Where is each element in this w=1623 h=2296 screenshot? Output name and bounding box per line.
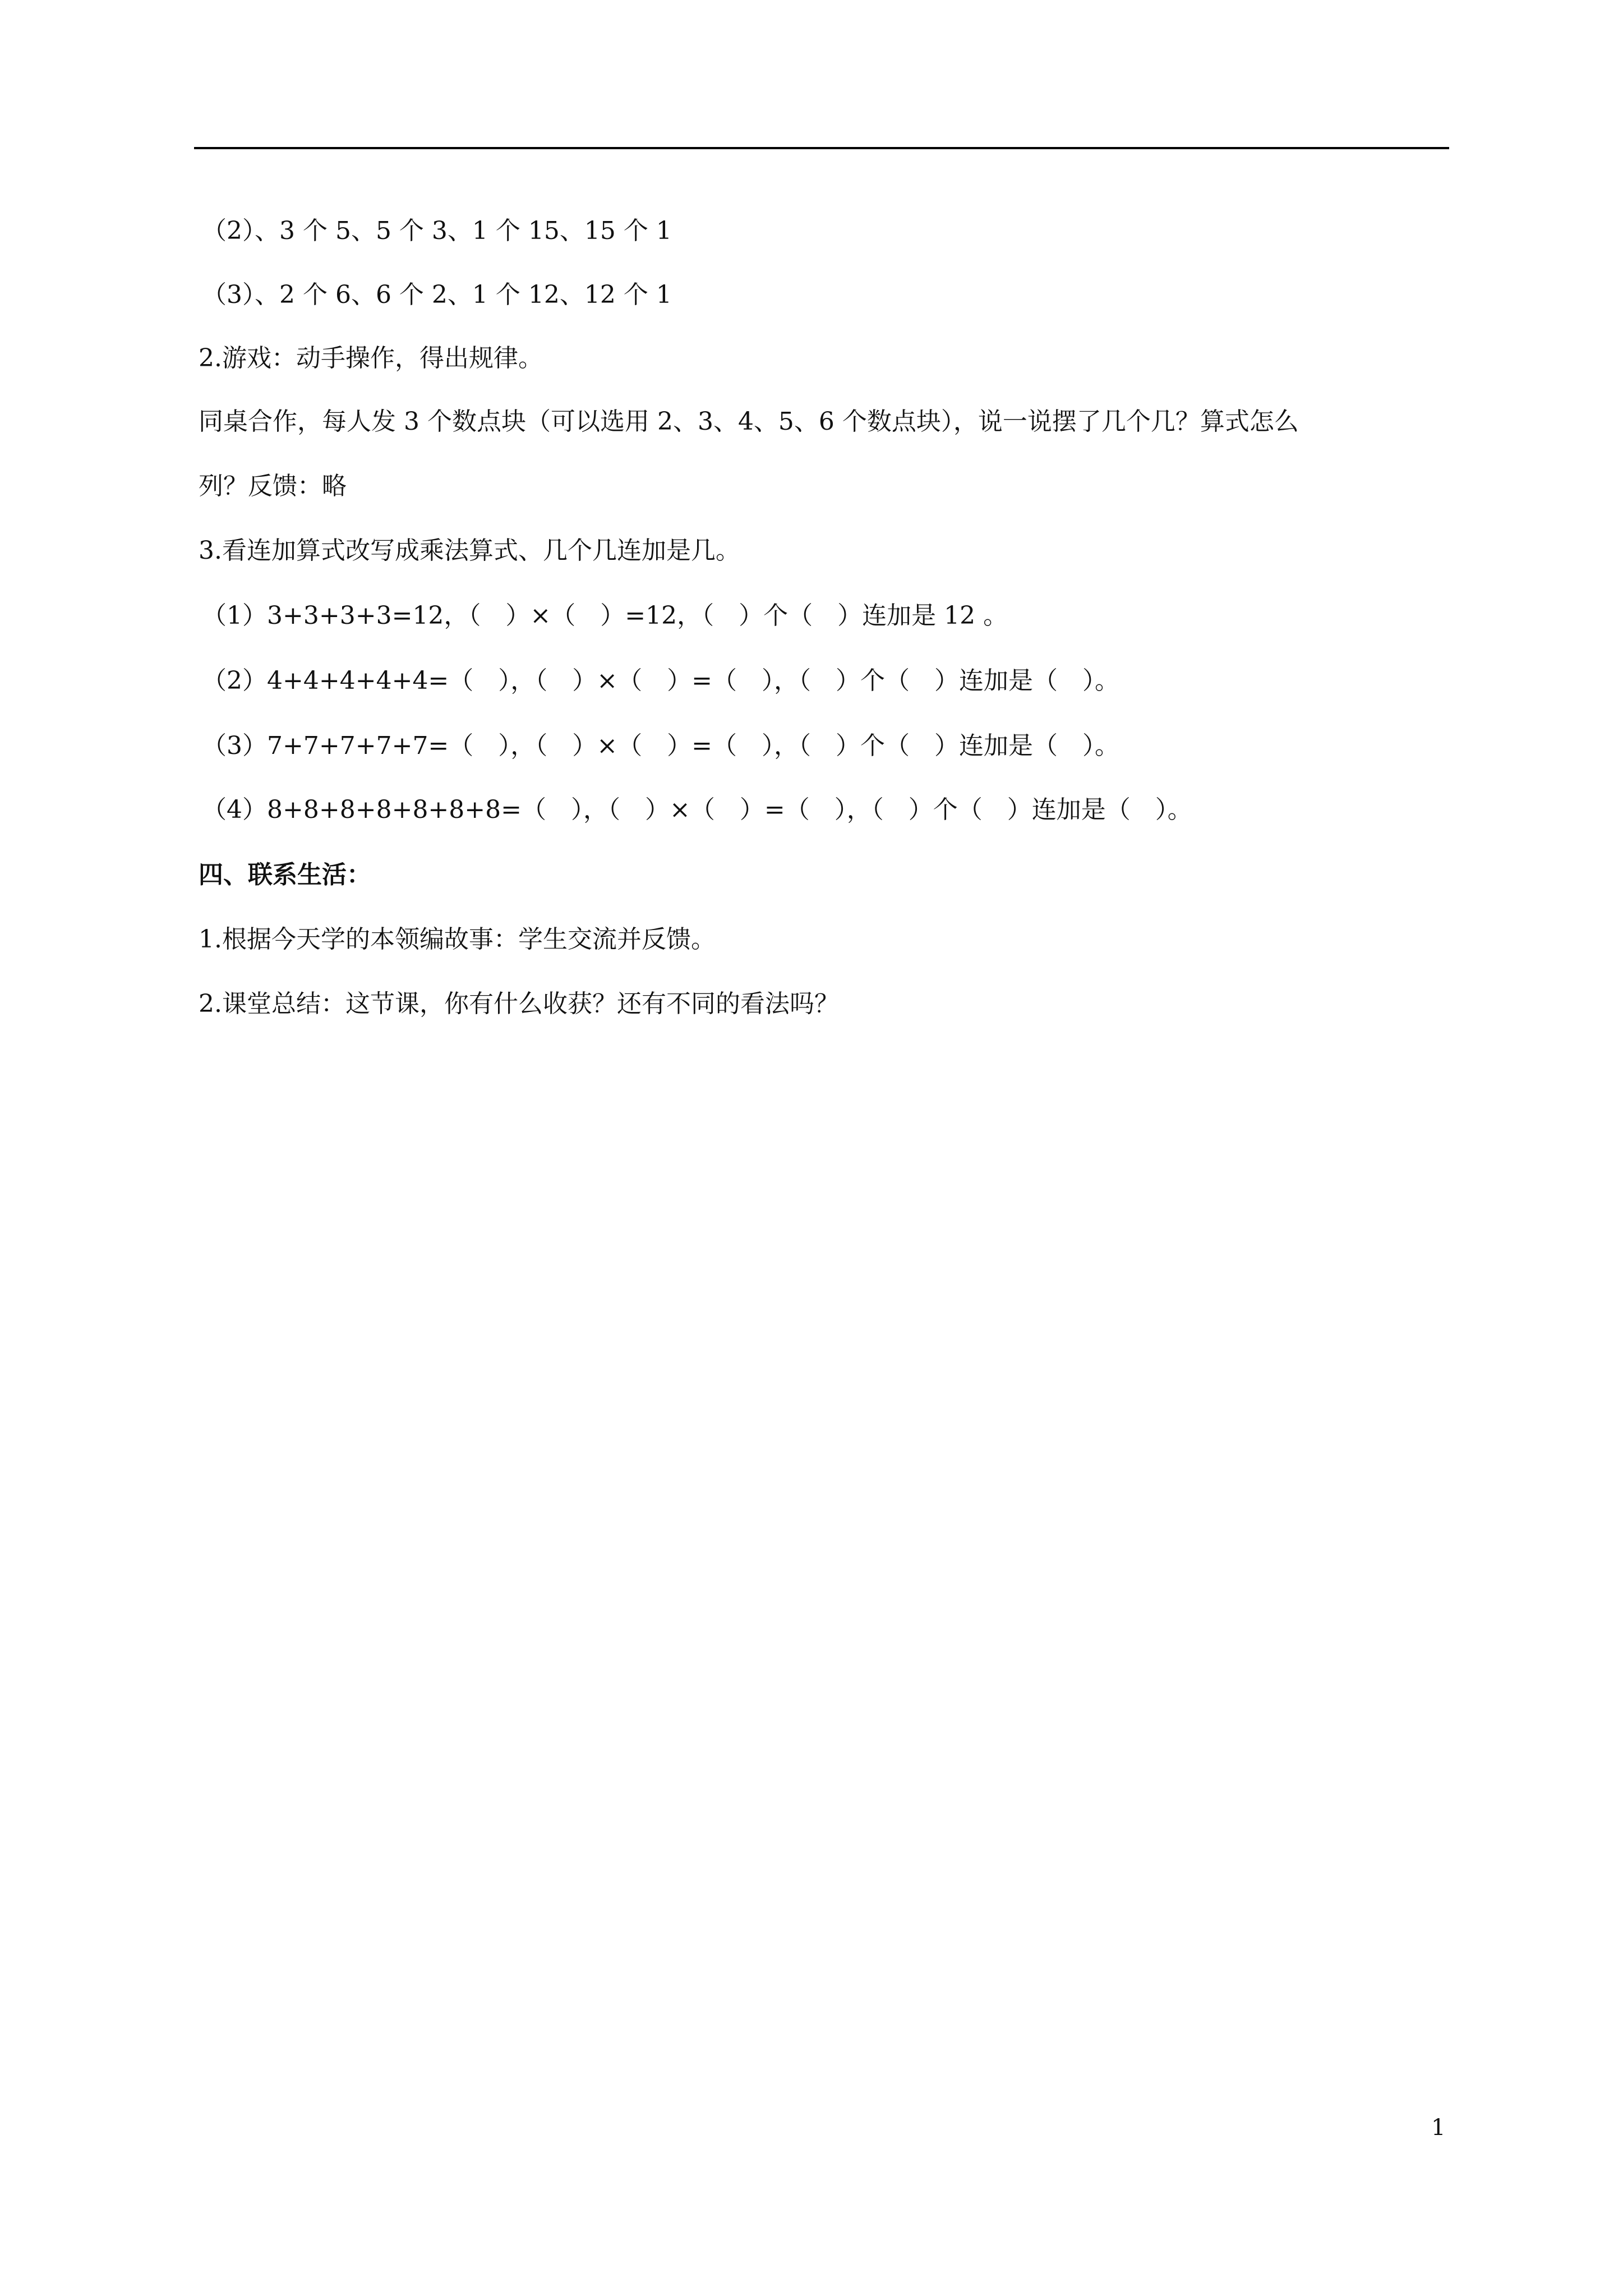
exercise-1: （1）3+3+3+3=12，（ ）×（ ）=12，（ ）个（ ）连加是 12 。 <box>202 601 1008 630</box>
game-heading: 2.游戏：动手操作，得出规律。 <box>199 344 543 372</box>
item-2-groups: （2）、3 个 5、5 个 3、1 个 15、15 个 1 <box>202 217 672 245</box>
page-number: 1 <box>1431 2115 1446 2141</box>
item-3-groups: （3）、2 个 6、6 个 2、1 个 12、12 个 1 <box>202 280 672 309</box>
summary-item: 2.课堂总结：这节课，你有什么收获？还有不同的看法吗？ <box>199 990 839 1018</box>
section-heading-life: 四、联系生活： <box>199 861 371 889</box>
exercise-4: （4）8+8+8+8+8+8+8=（ ），（ ）×（ ）=（ ），（ ）个（ ）连加是（ ）。 <box>202 795 1192 824</box>
exercise-3: （3）7+7+7+7+7=（ ），（ ）×（ ）=（ ），（ ）个（ ）连加是（ ）。 <box>202 731 1120 760</box>
header-rule <box>194 147 1449 149</box>
partner-task-line-2: 列？反馈：略 <box>199 472 347 500</box>
exercise-2: （2）4+4+4+4+4=（ ），（ ）×（ ）=（ ），（ ）个（ ）连加是（ ）。 <box>202 666 1120 695</box>
partner-task-line-1: 同桌合作，每人发 3 个数点块（可以选用 2、3、4、5、6 个数点块），说一说摆了几个几？算式怎么 <box>199 407 1299 436</box>
rewrite-heading: 3.看连加算式改写成乘法算式、几个几连加是几。 <box>199 536 740 565</box>
story-item: 1.根据今天学的本领编故事：学生交流并反馈。 <box>199 925 716 954</box>
